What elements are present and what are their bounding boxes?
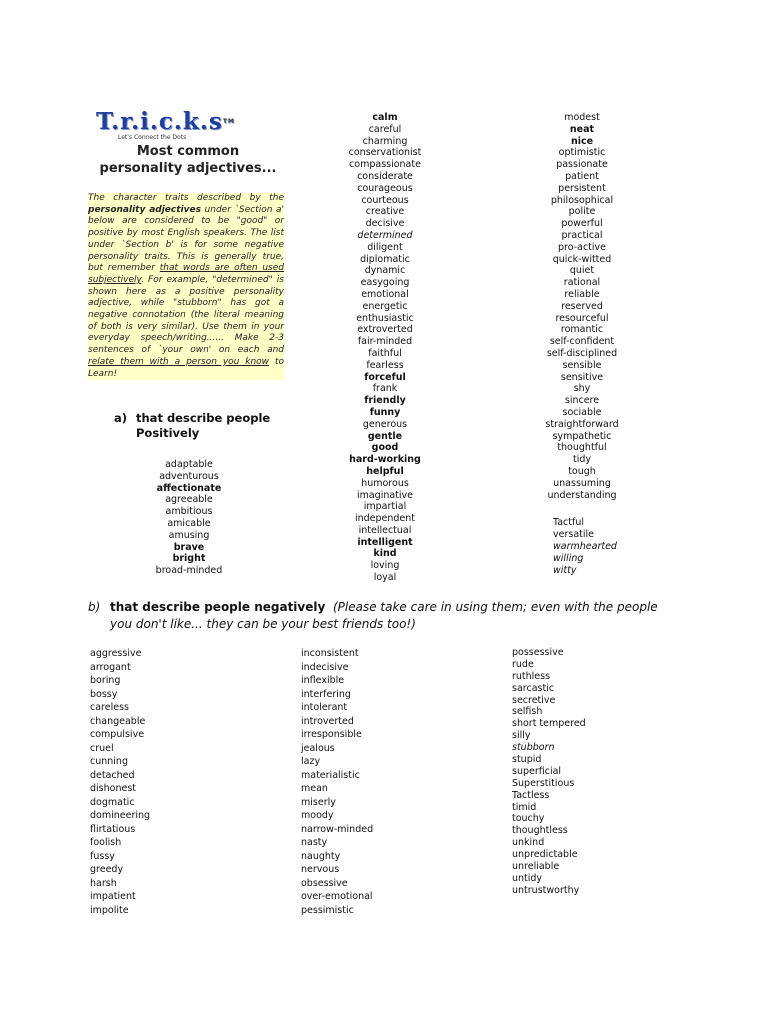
adjective-item: reserved xyxy=(561,300,603,312)
adjective-item: inflexible xyxy=(301,675,345,686)
adjective-item: broad-minded xyxy=(155,565,223,577)
adjective-item: narrow-minded xyxy=(301,823,374,835)
adjective-item: self-confident xyxy=(549,336,615,348)
adjective-item: ruthless xyxy=(512,670,551,682)
adjective-item: compulsive xyxy=(90,729,145,740)
adjective-item: untrustworthy xyxy=(512,884,580,896)
adjective-item: helpful xyxy=(366,465,404,477)
adjective-item: considerate xyxy=(357,170,413,182)
adjective-item: amusing xyxy=(168,529,210,541)
adjective-item: Tactful xyxy=(553,517,585,528)
adjective-item: sensible xyxy=(562,359,602,371)
adjective-item: sincere xyxy=(564,395,600,407)
positive-list-1 xyxy=(124,459,254,577)
adjective-item: stupid xyxy=(512,754,542,766)
adjective-item: polite xyxy=(568,206,596,218)
adjective-item: diligent xyxy=(367,241,403,253)
adjective-item: silly xyxy=(512,730,531,742)
adjective-item: loving xyxy=(370,560,400,572)
page-title: Most common personality adjectives... xyxy=(99,144,277,176)
adjective-item: nice xyxy=(570,135,594,147)
adjective-item: thoughtful xyxy=(557,442,607,454)
adjective-item: introverted xyxy=(301,715,354,727)
negative-list-3 xyxy=(512,647,586,897)
negative-list-1 xyxy=(90,647,150,917)
adjective-item: intelligent xyxy=(357,536,413,548)
adjective-item: witty xyxy=(553,565,577,576)
negative-list-2 xyxy=(301,647,373,917)
adjective-item: superficial xyxy=(512,765,562,777)
adjective-item: bossy xyxy=(90,688,118,700)
logo-wordmark: T.r.i.c.k.s™ xyxy=(96,108,235,135)
adjective-item: patient xyxy=(565,170,599,182)
adjective-item: materialistic xyxy=(301,769,360,781)
adjective-item: kind xyxy=(373,548,397,560)
adjective-item: nervous xyxy=(301,864,340,875)
adjective-item: courageous xyxy=(357,182,413,194)
adjective-item: arrogant xyxy=(90,661,131,673)
adjective-item: good xyxy=(371,442,399,454)
adjective-item: easygoing xyxy=(360,277,410,289)
adjective-item: imaginative xyxy=(356,489,414,501)
adjective-item: secretive xyxy=(512,694,556,706)
adjective-item: determined xyxy=(357,229,413,241)
adjective-item: decisive xyxy=(365,218,405,230)
adjective-item: enthusiastic xyxy=(356,312,414,324)
adjective-item: inconsistent xyxy=(301,648,359,659)
adjective-item: calm xyxy=(372,112,398,123)
adjective-item: adaptable xyxy=(165,459,213,470)
adjective-item: energetic xyxy=(362,300,408,312)
adjective-item: careless xyxy=(90,702,129,713)
adjective-item: sympathetic xyxy=(552,430,612,442)
intro-paragraph: The character traits described by the personality adjectives under `Section a' below are considered to be "good" or positive by most English speakers. The list under `Section b' is for some negative personality traits. This is generally true, but remember that words are often used subjectively. For example, "determined" is shown here as a positive personality adjective, while "stubborn" has got a negative connotation (the literal meaning of both is very similar). Use them in your everyday speech/writing...... Make 2-3 sentences of `your own' on each and relate them with a person you know to Learn! xyxy=(88,193,285,379)
adjective-item: harsh xyxy=(90,877,117,889)
adjective-item: powerful xyxy=(561,218,603,230)
section-b-heading: b) that describe people negatively (Please take care in using them; even with the people you don't like... they can be your best friends too!) xyxy=(88,600,658,631)
adjective-item: warmhearted xyxy=(553,541,617,552)
adjective-item: amicable xyxy=(167,517,211,529)
tricks-logo xyxy=(96,108,235,146)
adjective-item: cruel xyxy=(90,742,114,754)
adjective-item: practical xyxy=(561,229,603,241)
adjective-item: domineering xyxy=(90,810,151,821)
adjective-item: shy xyxy=(573,383,591,395)
adjective-item: straightforward xyxy=(545,418,619,430)
adjective-item: conservationist xyxy=(348,147,422,159)
positive-list-2 xyxy=(320,112,450,584)
adjective-item: selfish xyxy=(512,706,543,718)
adjective-item: foolish xyxy=(90,837,122,848)
adjective-item: funny xyxy=(369,406,401,418)
adjective-item: miserly xyxy=(301,796,336,808)
adjective-item: understanding xyxy=(547,489,617,501)
adjective-item: hard-working xyxy=(349,454,421,466)
adjective-item: aggressive xyxy=(90,648,142,659)
logo-tagline: Let's Connect the Dots xyxy=(118,134,187,141)
adjective-item: short tempered xyxy=(512,718,586,730)
adjective-item: sensitive xyxy=(560,371,604,383)
adjective-item: interfering xyxy=(301,688,351,700)
adjective-item: untidy xyxy=(512,872,543,884)
adjective-item: lazy xyxy=(301,756,321,767)
positive-list-3 xyxy=(517,112,647,501)
adjective-item: quiet xyxy=(569,265,595,277)
adjective-item: versatile xyxy=(553,529,594,540)
adjective-item: philosophical xyxy=(550,194,614,206)
adjective-item: ambitious xyxy=(165,506,213,518)
adjective-item: resourceful xyxy=(555,312,609,324)
adjective-item: compassionate xyxy=(349,159,421,171)
adjective-item: nasty xyxy=(301,837,328,848)
adjective-item: flirtatious xyxy=(90,823,136,835)
adjective-item: extroverted xyxy=(357,324,413,336)
adjective-item: reliable xyxy=(564,288,600,300)
adjective-item: passionate xyxy=(556,159,608,171)
adjective-item: sociable xyxy=(562,406,602,418)
adjective-item: pessimistic xyxy=(301,904,354,916)
adjective-item: faithful xyxy=(368,347,402,359)
adjective-item: agreeable xyxy=(165,494,213,506)
adjective-item: unpredictable xyxy=(512,849,578,861)
adjective-item: fussy xyxy=(90,850,115,862)
adjective-item: self-disciplined xyxy=(546,347,618,359)
adjective-item: persistent xyxy=(558,182,606,194)
adjective-item: sarcastic xyxy=(512,682,555,694)
adjective-item: bright xyxy=(172,553,206,565)
adjective-item: tough xyxy=(568,465,596,477)
adjective-item: gentle xyxy=(367,430,403,442)
adjective-item: moody xyxy=(301,810,334,821)
adjective-item: courteous xyxy=(361,194,409,206)
adjective-item: over-emotional xyxy=(301,891,373,902)
adjective-item: forceful xyxy=(364,371,406,383)
adjective-item: touchy xyxy=(512,813,545,825)
adjective-item: unkind xyxy=(512,837,545,849)
adjective-item: friendly xyxy=(364,395,406,407)
adjective-item: fearless xyxy=(366,359,404,371)
adjective-item: greedy xyxy=(90,864,124,875)
adjective-item: obsessive xyxy=(301,877,348,889)
adjective-item: impatient xyxy=(90,891,136,902)
adjective-item: diplomatic xyxy=(360,253,410,265)
adjective-item: quick-witted xyxy=(552,253,612,265)
adjective-item: dogmatic xyxy=(90,796,135,808)
adjective-item: irresponsible xyxy=(301,729,362,740)
adjective-item: adventurous xyxy=(159,470,219,482)
adjective-item: pro-active xyxy=(557,241,607,253)
adjective-item: Superstitious xyxy=(512,777,575,789)
adjective-item: romantic xyxy=(560,324,604,336)
adjective-item: independent xyxy=(354,513,416,525)
adjective-item: timid xyxy=(512,801,537,813)
adjective-item: mean xyxy=(301,783,328,794)
adjective-item: loyal xyxy=(373,572,397,584)
adjective-item: detached xyxy=(90,769,135,781)
adjective-item: tidy xyxy=(572,454,592,466)
adjective-item: frank xyxy=(372,383,398,395)
adjective-item: affectionate xyxy=(156,482,222,494)
adjective-item: intolerant xyxy=(301,702,348,713)
adjective-item: naughty xyxy=(301,850,341,862)
adjective-item: thoughtless xyxy=(512,825,568,837)
adjective-item: changeable xyxy=(90,715,146,727)
positive-list-4 xyxy=(553,517,617,577)
adjective-item: intellectual xyxy=(358,524,412,536)
adjective-item: charming xyxy=(362,135,408,147)
adjective-item: unreliable xyxy=(512,861,560,873)
adjective-item: indecisive xyxy=(301,661,349,673)
adjective-item: Tactless xyxy=(512,789,550,801)
adjective-item: fair-minded xyxy=(357,336,413,348)
adjective-item: generous xyxy=(362,418,408,430)
adjective-item: creative xyxy=(365,206,405,218)
adjective-item: possessive xyxy=(512,647,564,658)
adjective-item: impolite xyxy=(90,904,129,916)
adjective-item: cunning xyxy=(90,756,128,767)
adjective-item: rational xyxy=(563,277,601,289)
adjective-item: careful xyxy=(368,123,402,135)
section-a-heading: a) that describe people Positively xyxy=(114,411,271,440)
adjective-item: dynamic xyxy=(364,265,406,277)
adjective-item: brave xyxy=(173,541,205,553)
adjective-item: impartial xyxy=(363,501,407,513)
adjective-item: willing xyxy=(553,553,584,564)
adjective-item: emotional xyxy=(361,288,409,300)
adjective-item: stubborn xyxy=(512,742,555,754)
adjective-item: boring xyxy=(90,675,121,686)
adjective-item: rude xyxy=(512,658,534,670)
adjective-item: neat xyxy=(569,123,595,135)
adjective-item: unassuming xyxy=(553,477,611,489)
adjective-item: jealous xyxy=(301,742,335,754)
adjective-item: humorous xyxy=(361,477,409,489)
adjective-item: modest xyxy=(564,112,600,123)
adjective-item: optimistic xyxy=(558,147,606,159)
adjective-item: dishonest xyxy=(90,783,136,794)
